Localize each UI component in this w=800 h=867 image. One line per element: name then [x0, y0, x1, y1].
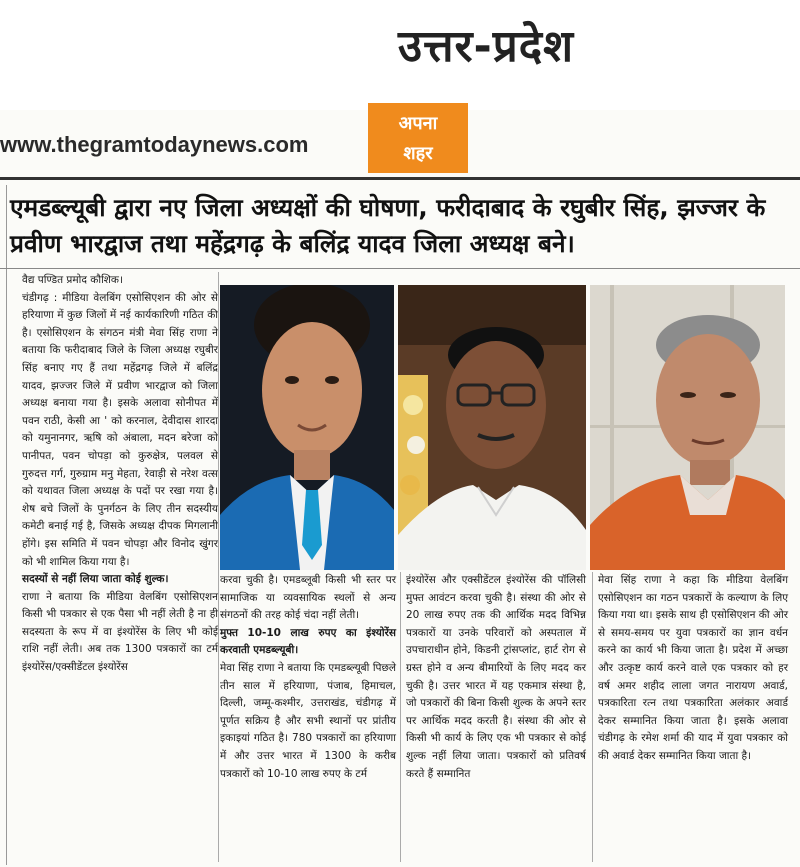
headline-rule — [0, 268, 800, 269]
badge-line-2: शहर — [403, 143, 433, 164]
photo-person-3 — [590, 285, 785, 570]
photo-person-2 — [398, 285, 586, 570]
column-2-paragraph-2: मेवा सिंह राणा ने बताया कि एमडब्ल्यूबी पिछले तीन साल में हरियाणा, पंजाब, हिमाचल, दिल्ली, जम्मू-कश्मीर, उत्तराखंड, चंडीगढ़ में पूर्णत सक्रिय है और सभी स्थानों पर प्रांतीय इकाइयां गठित है। 780 पत्रकारों का हरियाणा में और उत्तर भारत में 1300 के करीब पत्रकारों को 10-10 लाख रुपए के टर्म — [220, 661, 396, 780]
section-title: उत्तर-प्रदेश — [398, 21, 575, 72]
column-4-paragraph-1: मेवा सिंह राणा ने कहा कि मीडिया वेलबिंग एसोसिएशन का गठन पत्रकारों के कल्याण के लिए किया गया था। इसके साथ ही एसोसिएशन की ओर से समय-समय पर युवा पत्रकारों का ज्ञान वर्धन करने का कार्य भी किया जाता है। प्रदेश में अच्छा और उत्कृष्ट कार्य करने वाले एक पत्रकार को हर वर्ष अमर शहीद लाला जगत नारायण अवार्ड, पत्रकारिता रत्न तथा पत्रकारिता अलंकार अवार्ड देकर सम्मानित किया जाता है। इसके अलावा चंडीगढ़ के रमेश शर्मा की याद में युवा पत्रकार को की अवार्ड देकर सम्मानित किया जाता है। — [598, 574, 788, 762]
byline: वैद्य पण्डित प्रमोद कौशिक। — [22, 274, 123, 286]
column-1-paragraph-2: राणा ने बताया कि मीडिया वेलबिंग एसोसिएशन किसी भी पत्रकार से एक पैसा भी नहीं लेती है ना ही सदस्यता के रूप में वा इंश्योरेंस के लिए भी कोई राशि नहीं लेती। अब तक 1300 पत्रकारों का टर्म इंश्योरेंस/एक्सीडेंटल इंश्योरेंस — [22, 590, 218, 674]
column-1-paragraph-1: चंडीगढ़ : मीडिया वेलबिंग एसोसिएशन की ओर से हरियाणा में कुछ जिलों में नई कार्यकारिणी गठित की है। एसोसिएशन के संगठन मंत्री मेवा सिंह राणा ने बताया कि फरीदाबाद जिले के जिला अध्यक्ष रघुबीर सिंह बनाए गए हैं तथा महेंद्रगढ़ जिले में बलिंद्र यादव, झज्जर जिले में प्रवीण भारद्वाज को जिला अध्यक्ष बनाया गया है। इसके अलावा सोनीपत में पवन राठी, केसी आ ' को करनाल, देवीदास शारदा को यमुनानगर, ऋषि को अंबाला, मदन बरेजा को पानीपत, पवन चोपड़ा को कुरुक्षेत्र, पलवल से गुरुदत्त गर्ग, गुरुग्राम मनु मेहता, रेवाड़ी से नरेश वत्स को यथावत जिला अध्यक्ष के पदों पर रखा गया है। शेष बचे जिलों के पुनर्गठन के लिए तीन सदस्यीय कमेटी बनाई गई है, जिसके अध्यक्ष दीपक मिगलानी होंगे। इस समिति में पवन चोपड़ा और विनोद खुंगर को भी शामिल किया गया है। — [22, 291, 218, 568]
article-column-4 — [598, 572, 788, 766]
website-url[interactable]: www.thegramtodaynews.com — [0, 132, 309, 157]
photo-person-1 — [220, 285, 394, 570]
article-column-1 — [22, 272, 218, 677]
column-divider-1 — [218, 272, 219, 862]
badge-line-1: अपना — [398, 113, 438, 134]
subheading-free-insurance: मुफ्त 10-10 लाख रुपए का इंश्योरेंस करवाती एमडब्ल्यूबी। — [220, 626, 396, 657]
column-2-paragraph-1: करवा चुकी है। एमडब्लूबी किसी भी स्तर पर सामाजिक या व्यवसायिक स्थलों से अन्य संगठनों की तरह कोई चंदा नहीं लेती। — [220, 574, 396, 622]
left-column-edge — [0, 185, 7, 865]
article-column-3 — [406, 572, 586, 783]
portrait-photo-man-blue-suit-icon — [220, 285, 394, 570]
portrait-photo-man-orange-shirt-icon — [590, 285, 785, 570]
column-divider-3 — [592, 572, 593, 862]
column-divider-2 — [400, 572, 401, 862]
subheading-no-fee: सदस्यों से नहीं लिया जाता कोई शुल्क। — [22, 573, 169, 586]
article-headline: एमडब्ल्यूबी द्वारा नए जिला अध्यक्षों की घोषणा, फरीदाबाद के रघुबीर सिंह, झज्जर के प्रवीण भारद्वाज तथा महेंद्रगढ़ के बलिंद्र यादव जिला अध्यक्ष बने। — [10, 193, 766, 258]
column-3-paragraph-1: इंश्योरेंस और एक्सीडेंटल इंश्योरेंस की पॉलिसी मुफ्त आवंटन करवा चुकी है। संस्था की ओर से 20 लाख रुपए तक की आर्थिक मदद विभिन्न पत्रकारों या उनके परिवारों को अस्पताल में उपचाराधीन होने, किडनी ट्रांसप्लांट, हार्ट रोग से ग्रस्त होने व अन्य बीमारियों के लिए मदद कर चुकी है। उत्तर भारत में यह एकमात्र संस्था है, जो पत्रकारों की बिना किसी शुल्क के अपने स्तर पर आर्थिक मदद करती है। संस्था की ओर से किसी भी कार्य के लिए एक भी पत्रकार से कोई शुल्क नहीं लिया जाता। पत्रकारों को प्रतिवर्ष करते हैं सम्मानित — [406, 574, 586, 780]
article-column-2 — [220, 572, 396, 783]
top-rule — [0, 177, 800, 180]
portrait-photo-man-glasses-icon — [398, 285, 586, 570]
section-badge — [368, 103, 468, 173]
